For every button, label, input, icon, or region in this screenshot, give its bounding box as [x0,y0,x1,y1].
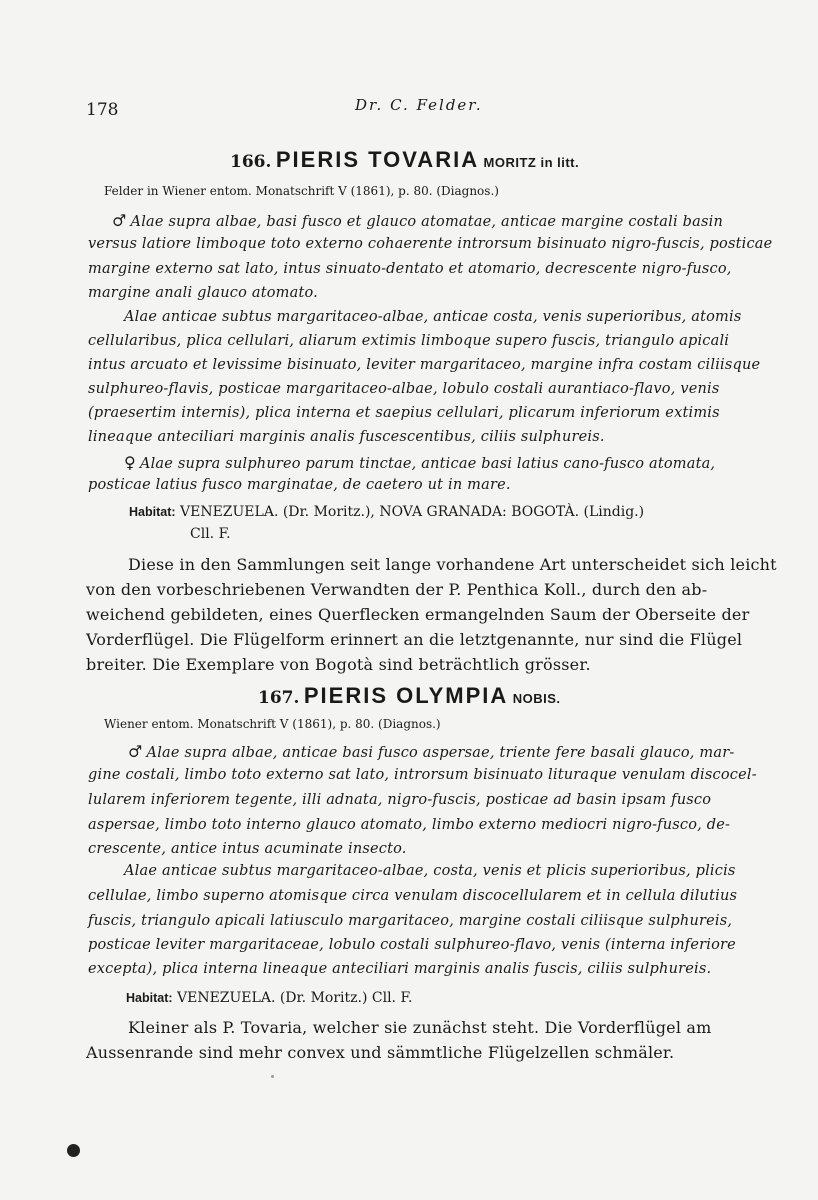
latin-line: intus arcuato et levissime bisinuato, leviter margaritaceo, margine infra costam ciliisque [88,357,761,373]
latin-line: crescente, antice intus acuminate insecto. [88,841,407,857]
latin-line: aspersae, limbo toto interno glauco atomato, limbo externo mediocri nigro-fusco, de- [88,817,731,833]
latin-line: gine costali, limbo toto externo sat lato, introrsum bisinuato lituraque venulam discocel- [88,767,757,783]
latin-line: fuscis, triangulo apicali latiusculo margaritaceo, margine costali ciliisque sulphureis, [88,913,733,929]
latin-line: lularem inferiorem tegente, illi adnata, nigro-fuscis, posticae ad basin ipsam fusco [88,792,712,808]
habitat: Habitat: VENEZUELA. (Dr. Moritz.) Cll. F. [126,990,413,1006]
species-number: 166. [230,152,272,172]
habitat-label: Habitat: [126,991,173,1005]
female-symbol-icon: ♀ [124,453,136,472]
latin-line: Alae anticae subtus margaritaceo-albae, costa, venis et plicis superioribus, plicis [124,863,736,879]
latin-line: ♂ Alae supra albae, basi fusco et glauco atomatae, anticae margine costali basin [112,211,723,230]
german-line: Kleiner als P. Tovaria, welcher sie zunächst steht. Die Vorderflügel am [128,1018,712,1037]
latin-line: excepta), plica interna lineaque anteciliari marginis analis fuscis, ciliis sulphureis. [88,961,712,977]
german-line: Aussenrande sind mehr convex und sämmtliche Flügelzellen schmäler. [86,1043,675,1062]
german-line: Vorderflügel. Die Flügelform erinnert an die letztgenannte, nur sind die Flügel [86,630,743,649]
latin-line: margine externo sat lato, intus sinuato-dentato et atomario, decrescente nigro-fusco, [88,261,732,277]
page-number: 178 [86,100,119,120]
latin-line: sulphureo-flavis, posticae margaritaceo-albae, lobulo costali aurantiaco-flavo, venis [88,381,720,397]
german-line: breiter. Die Exemplare von Bogotà sind beträchtlich grösser. [86,655,591,674]
species-number: 167. [258,688,300,708]
reference: Felder in Wiener entom. Monatschrift V (1861), p. 80. (Diagnos.) [104,184,499,198]
latin-line: ♀ Alae supra sulphureo parum tinctae, anticae basi latius cano-fusco atomata, [124,453,716,472]
ink-blot [67,1144,80,1157]
latin-line: cellularibus, plica cellulari, aliarum extimis limboque supero fuscis, triangulo apicali [88,333,730,349]
male-symbol-icon: ♂ [112,211,127,230]
speck-mark [271,1075,274,1078]
habitat: Habitat: VENEZUELA. (Dr. Moritz.), NOVA GRANADA: BOGOTÀ. (Lindig.) [129,504,645,520]
latin-line: (praesertim internis), plica interna et saepius cellulari, plicarum inferiorum extimis [88,405,720,421]
latin-line: versus latiore limboque toto externo cohaerente introrsum bisinuato nigro-fuscis, posticae [88,236,773,252]
latin-line: posticae leviter margaritaceae, lobulo costali sulphureo-flavo, venis (interna inferiore [88,937,736,953]
habitat-collection: Cll. F. [190,526,231,542]
reference: Wiener entom. Monatschrift V (1861), p. 80. (Diagnos.) [104,717,441,731]
habitat-label: Habitat: [129,505,176,519]
running-head: Dr. C. Felder. [355,96,483,114]
latin-line: cellulae, limbo superno atomisque circa venulam discocellularem et in cellula dilutius [88,888,738,904]
latin-line: Alae anticae subtus margaritaceo-albae, anticae costa, venis superioribus, atomis [124,309,742,325]
species-heading [258,683,561,709]
species-author: MORITZ in litt. [483,155,580,170]
species-name: PIERIS OLYMPIA [303,683,509,708]
german-line: Diese in den Sammlungen seit lange vorhandene Art unterscheidet sich leicht [128,555,777,574]
species-author: NOBIS. [512,691,561,706]
latin-line: margine anali glauco atomato. [88,285,318,301]
latin-line: lineaque anteciliari marginis analis fuscescentibus, ciliis sulphureis. [88,429,605,445]
german-line: weichend gebildeten, eines Querflecken ermangelnden Saum der Oberseite der [86,605,750,624]
male-symbol-icon: ♂ [128,742,143,761]
german-line: von den vorbeschriebenen Verwandten der P. Penthica Koll., durch den ab- [86,580,708,599]
species-heading [230,147,579,173]
latin-line: ♂ Alae supra albae, anticae basi fusco aspersae, triente fere basali glauco, mar- [128,742,735,761]
species-name: PIERIS TOVARIA [275,147,480,172]
latin-line: posticae latius fusco marginatae, de caetero ut in mare. [88,477,511,493]
